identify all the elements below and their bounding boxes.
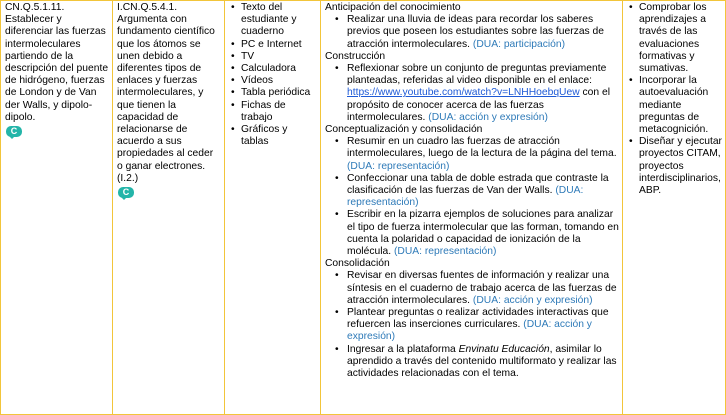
list-item: • Resumir en un cuadro las fuerzas de atracción intermoleculares, luego de la lectura de la página del tema. (DUA: representación) [325, 136, 619, 173]
list-item: • Calculadora [229, 63, 317, 75]
badge-letter: C [6, 126, 22, 137]
dua-tag: (DUA: representación) [347, 160, 450, 172]
dua-tag: (DUA: participación) [472, 38, 566, 50]
list-item: • Reflexionar sobre un conjunto de preguntas previamente planteadas, referidas al video disponible en el enlace: https://www.youtube.com/watch?v=LNHHoebqUew con el propósito de conocer acerca de las fuerzas intermoleculares. (DUA: acción y expresión) [325, 63, 619, 124]
video-link[interactable]: https://www.youtube.com/watch?v=LNHHoebqUew [347, 87, 580, 99]
consolidacion-list [325, 270, 619, 380]
destreza-cell [1, 1, 113, 415]
list-item: • Escribir en la pizarra ejemplos de soluciones para analizar el tipo de fuerza intermolecular que las forman, tomando en cuenta la polaridad o capacidad de ionización de la molécula. (DUA: representación) [325, 209, 619, 258]
list-item: • Gráficos y tablas [229, 124, 317, 148]
indicador-cell [113, 1, 225, 415]
list-item: • Ingresar a la plataforma Envinatu Educación, asimilar lo aprendido a través del contenido multiformato y realizar las actividades relacionadas con el tema. [325, 344, 619, 381]
list-item: • Incorporar la autoevaluación mediante preguntas de metacognición. [627, 75, 722, 136]
list-item: • Comprobar los aprendizajes a través de las evaluaciones formativas y sumativas. [627, 2, 722, 75]
dua-tag: (DUA: acción y expresión) [347, 319, 592, 343]
list-item: • PC e Internet [229, 39, 317, 51]
evaluacion-list [627, 2, 722, 197]
indicador-text: I.CN.Q.5.4.1. Argumenta con fundamento científico que los átomos se unen debido a diferentes tipos de enlaces y fuerzas intermoleculares, y que tienen la capacidad de relacionarse de acuerdo a sus propiedades al ceder o ganar electrones. (I.2.) [117, 2, 215, 184]
list-item: • Fichas de trabajo [229, 100, 317, 124]
list-item: • Texto del estudiante y cuaderno [229, 2, 317, 39]
recursos-list [229, 2, 317, 148]
list-item: • Realizar una lluvia de ideas para recordar los saberes previos que poseen los estudiantes sobre las fuerzas de atracción intermoleculares. (DUA: participación) [325, 14, 619, 51]
evaluacion-cell [623, 1, 726, 415]
list-item: • Vídeos [229, 75, 317, 87]
dua-tag: (DUA: representación) [347, 185, 584, 209]
list-item: • Confeccionar una tabla de doble estrada que contraste la clasificación de las fuerzas de Van der Walls. (DUA: representación) [325, 173, 619, 210]
badge-letter: C [118, 187, 134, 198]
section-heading: Construcción [325, 50, 386, 62]
recursos-cell [225, 1, 321, 415]
section-heading: Anticipación del conocimiento [325, 2, 461, 13]
list-item: • Plantear preguntas o realizar actividades interactivas que refuercen las inserciones curriculares. (DUA: acción y expresión) [325, 307, 619, 344]
destreza-text: CN.Q.5.1.11. Establecer y diferenciar las fuerzas intermoleculares partiendo de la descripción del puente de hidrógeno, fuerzas de London y de Van der Walls, y dipolo-dipolo. [5, 2, 109, 123]
section-heading: Consolidación [325, 258, 390, 270]
comment-icon[interactable] [6, 126, 22, 139]
dua-tag: (DUA: acción y expresión) [472, 294, 593, 306]
conceptualizacion-list [325, 136, 619, 258]
comment-icon[interactable] [118, 187, 134, 200]
list-item: • Diseñar y ejecutar proyectos CITAM, proyectos interdisciplinarios, ABP. [627, 136, 722, 197]
anticipacion-list [325, 14, 619, 51]
dua-tag: (DUA: representación) [393, 246, 497, 258]
list-item: • Revisar en diversas fuentes de información y realizar una síntesis en el cuaderno de trabajo acerca de las fuerzas de atracción intermoleculares. (DUA: acción y expresión) [325, 270, 619, 307]
list-item: • Tabla periódica [229, 87, 317, 99]
list-item: • TV [229, 51, 317, 63]
section-heading: Conceptualización y consolidación [325, 124, 483, 136]
table-row [1, 1, 726, 415]
dua-tag: (DUA: acción y expresión) [428, 111, 548, 123]
construccion-list [325, 63, 619, 124]
platform-name: Envinatu Educación [458, 343, 550, 355]
actividades-cell [321, 1, 623, 415]
